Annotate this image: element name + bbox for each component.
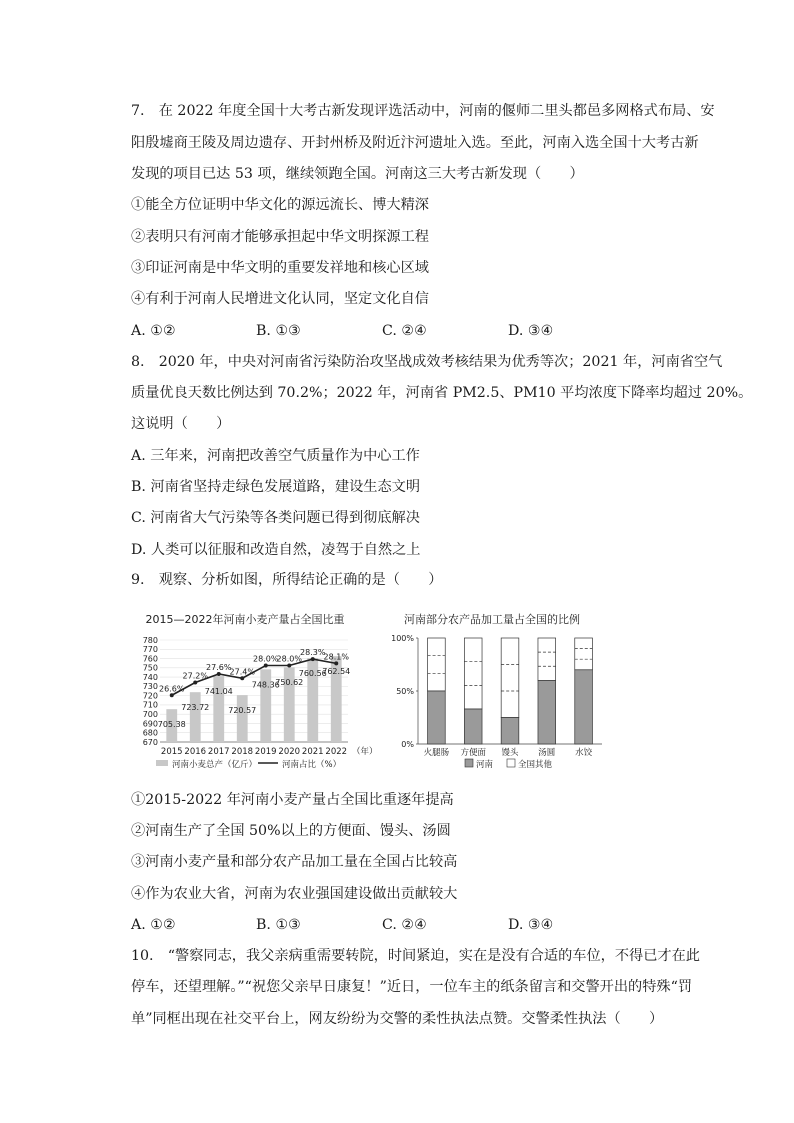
share-label: 27.4% bbox=[229, 667, 255, 677]
x-tick-label: 2016 bbox=[184, 747, 207, 757]
figure bbox=[140, 604, 610, 772]
bar bbox=[237, 695, 248, 742]
x-tick-label: 方便面 bbox=[460, 748, 486, 758]
y-tick-label: 670 bbox=[142, 737, 158, 747]
option-d: D. ③④ bbox=[508, 323, 554, 339]
share-point bbox=[240, 676, 244, 680]
question-10-line-2: 停车，还望理解。”“祝您父亲早日康复！”近日，一位车主的纸条留言和交警开出的特殊“罚 bbox=[131, 979, 693, 995]
option-c: C. ②④ bbox=[382, 323, 427, 339]
statement-1: ①能全方位证明中华文化的源远流长、博大精深 bbox=[131, 197, 429, 213]
option-d: D. ③④ bbox=[508, 917, 554, 933]
share-label: 26.6% bbox=[159, 684, 185, 694]
share-label: 28.0% bbox=[276, 654, 302, 664]
legend-other-swatch bbox=[507, 759, 515, 767]
x-tick-label: 汤圆 bbox=[538, 748, 556, 758]
share-label: 28.1% bbox=[323, 652, 349, 662]
y-tick-label: 730 bbox=[142, 682, 158, 692]
x-tick-label: 2022 bbox=[325, 747, 348, 757]
x-tick-label: 2020 bbox=[278, 747, 301, 757]
share-label: 28.0% bbox=[253, 654, 279, 664]
statement-2: ②河南生产了全国 50%以上的方便面、馒头、汤圆 bbox=[131, 823, 451, 839]
bar-value-label: 748.36 bbox=[251, 680, 280, 690]
option-a: A. ①② bbox=[131, 917, 176, 933]
bar-value-label: 723.72 bbox=[181, 703, 210, 713]
legend-bar-label: 河南小麦总产（亿斤） bbox=[172, 760, 258, 770]
option-a: A. 三年来，河南把改善空气质量作为中心工作 bbox=[131, 448, 420, 464]
bar-value-label: 705.38 bbox=[157, 720, 186, 730]
statement-2: ②表明只有河南才能够承担起中华文明探源工程 bbox=[131, 229, 429, 245]
share-point bbox=[217, 672, 221, 676]
question-8-line-1: 8. 2020 年，中央对河南省污染防治攻坚战成效考核结果为优秀等次；2021 年，河南省空气 bbox=[131, 354, 723, 370]
y-tick-label: 0% bbox=[401, 740, 414, 749]
question-7-line-2: 阳殷墟商王陵及周边遗存、开封州桥及附近汴河遗址入选。至此，河南入选全国十大考古新 bbox=[131, 135, 699, 151]
left-chart bbox=[143, 612, 378, 770]
y-tick-label: 100% bbox=[391, 634, 414, 643]
statement-3: ③河南小麦产量和部分农产品加工量在全国占比较高 bbox=[131, 854, 458, 870]
question-8-line-3: 这说明（ ） bbox=[131, 416, 231, 432]
share-point bbox=[334, 661, 338, 665]
statement-4: ④作为农业大省，河南为农业强国建设做出贡献较大 bbox=[131, 886, 458, 902]
bar-henan-segment bbox=[538, 680, 556, 744]
x-tick-label: 2018 bbox=[231, 747, 254, 757]
legend-line-label: 河南占比（%） bbox=[282, 760, 342, 770]
bar-other-segment bbox=[501, 638, 519, 718]
right-chart bbox=[391, 612, 602, 770]
question-8-line-2: 质量优良天数比例达到 70.2%；2022 年，河南省 PM2.5、PM10 平均浓度下降率均超过 20%。 bbox=[131, 385, 753, 401]
question-9-line: 9. 观察、分析如图，所得结论正确的是（ ） bbox=[131, 572, 443, 588]
option-c: C. ②④ bbox=[382, 917, 427, 933]
y-tick-label: 740 bbox=[142, 672, 158, 682]
bar bbox=[190, 692, 201, 742]
option-d: D. 人类可以征服和改造自然，凌驾于自然之上 bbox=[131, 542, 421, 558]
question-10-line-3: 单”同框出现在社交平台上，网友纷纷为交警的柔性执法点赞。交警柔性执法（ ） bbox=[131, 1011, 664, 1027]
y-tick-label: 780 bbox=[142, 635, 158, 645]
statement-4: ④有利于河南人民增进文化认同，坚定文化自信 bbox=[131, 291, 429, 307]
option-a: A. ①② bbox=[131, 323, 176, 339]
statement-1: ①2015-2022 年河南小麦产量占全国比重逐年提高 bbox=[131, 792, 454, 808]
y-tick-label: 690 bbox=[142, 719, 158, 729]
x-tick-label: 2019 bbox=[254, 747, 277, 757]
share-label: 27.2% bbox=[182, 671, 208, 681]
share-label: 27.6% bbox=[206, 663, 232, 672]
x-unit-label: （年） bbox=[352, 747, 378, 757]
x-tick-label: 2017 bbox=[207, 747, 230, 757]
bar-value-label: 750.62 bbox=[275, 678, 304, 688]
legend-other-label: 全国其他 bbox=[518, 760, 553, 770]
right-chart-title: 河南部分农产品加工量占全国的比例 bbox=[404, 613, 580, 626]
bar-value-label: 720.57 bbox=[228, 706, 257, 716]
share-point bbox=[170, 693, 174, 697]
share-point bbox=[287, 664, 291, 668]
y-tick-label: 720 bbox=[142, 691, 158, 701]
x-tick-label: 2021 bbox=[301, 747, 324, 757]
bar-henan-segment bbox=[428, 691, 446, 744]
bar-value-label: 741.04 bbox=[204, 687, 233, 697]
legend-henan-label: 河南 bbox=[476, 760, 494, 770]
y-tick-label: 770 bbox=[142, 645, 158, 655]
bar-other-segment bbox=[464, 638, 482, 709]
bar-other-segment bbox=[538, 638, 556, 680]
y-tick-label: 710 bbox=[142, 700, 158, 710]
bar-henan-segment bbox=[464, 709, 482, 744]
x-tick-label: 2015 bbox=[160, 747, 183, 757]
option-b: B. ①③ bbox=[256, 917, 301, 933]
y-tick-label: 750 bbox=[142, 663, 158, 673]
y-tick-label: 50% bbox=[396, 687, 414, 696]
y-tick-label: 680 bbox=[142, 728, 158, 738]
share-point bbox=[264, 664, 268, 668]
y-tick-label: 700 bbox=[142, 709, 158, 719]
legend-bar-swatch bbox=[156, 760, 168, 766]
option-b: B. 河南省坚持走绿色发展道路，建设生态文明 bbox=[131, 479, 421, 495]
bar bbox=[213, 676, 224, 742]
statement-3: ③印证河南是中华文明的重要发祥地和核心区域 bbox=[131, 260, 429, 276]
share-point bbox=[193, 681, 197, 685]
left-chart-title: 2015—2022年河南小麦产量占全国比重 bbox=[145, 613, 345, 626]
bar-other-segment bbox=[428, 638, 446, 691]
x-tick-label: 馒头 bbox=[501, 748, 519, 758]
bar-value-label: 760.56 bbox=[298, 669, 327, 679]
bar-other-segment bbox=[575, 638, 593, 670]
y-tick-label: 760 bbox=[142, 654, 158, 664]
x-tick-label: 火腿肠 bbox=[423, 748, 450, 758]
question-10-line-1: 10. “警察同志，我父亲病重需要转院，时间紧迫，实在是没有合适的车位，不得已才在此 bbox=[131, 948, 700, 964]
x-tick-label: 水饺 bbox=[575, 748, 593, 758]
bar-henan-segment bbox=[575, 670, 593, 744]
share-point bbox=[311, 657, 315, 661]
option-b: B. ①③ bbox=[256, 323, 301, 339]
bar-value-label: 762.54 bbox=[322, 667, 351, 677]
question-7-line-3: 发现的项目已达 53 项，继续领跑全国。河南这三大考古新发现（ ） bbox=[131, 166, 584, 182]
share-label: 28.3% bbox=[300, 648, 326, 658]
bar-henan-segment bbox=[501, 718, 519, 745]
option-c: C. 河南省大气污染等各类问题已得到彻底解决 bbox=[131, 510, 420, 526]
legend-henan-swatch bbox=[465, 759, 473, 767]
question-7-line-1: 7. 在 2022 年度全国十大考古新发现评选活动中，河南的偃师二里头都邑多网格式布局、安 bbox=[131, 103, 715, 119]
